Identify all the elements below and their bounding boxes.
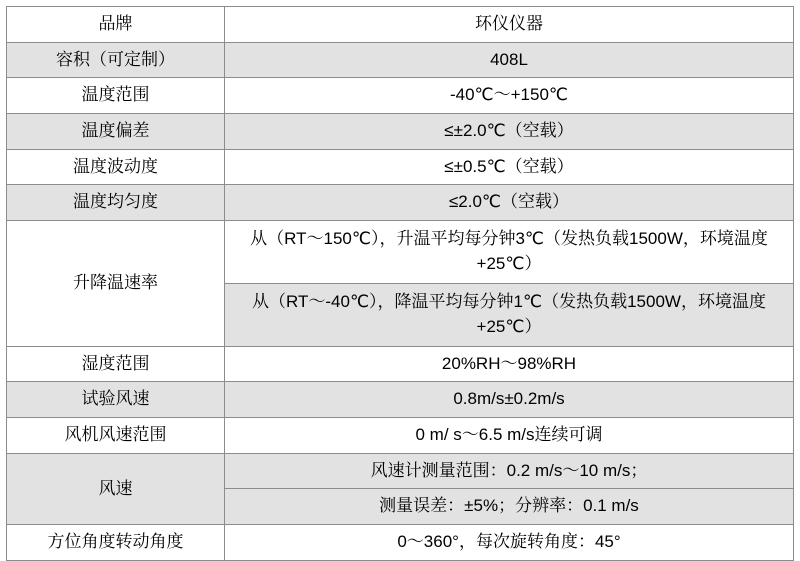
table-body (7, 7, 794, 561)
table-row (7, 418, 794, 454)
row-label: 风速 (7, 453, 225, 524)
row-value: ≤±2.0℃（空载） (225, 113, 794, 149)
row-value: -40℃～+150℃ (225, 78, 794, 114)
row-label: 湿度范围 (7, 346, 225, 382)
table-row (7, 453, 794, 489)
row-value: 0.8m/s±0.2m/s (225, 382, 794, 418)
row-value: ≤2.0℃（空载） (225, 185, 794, 221)
row-label: 风机风速范围 (7, 418, 225, 454)
row-value: 0 m/ s～6.5 m/s连续可调 (225, 418, 794, 454)
row-value: ≤±0.5℃（空载） (225, 149, 794, 185)
table-row (7, 42, 794, 78)
row-label: 升降温速率 (7, 220, 225, 346)
specification-table (6, 6, 794, 561)
table-row (7, 78, 794, 114)
table-row (7, 525, 794, 561)
row-value: 风速计测量范围：0.2 m/s～10 m/s； (225, 453, 794, 489)
row-label: 试验风速 (7, 382, 225, 418)
row-label: 温度均匀度 (7, 185, 225, 221)
row-value: 环仪仪器 (225, 7, 794, 43)
table-row (7, 346, 794, 382)
row-label: 温度波动度 (7, 149, 225, 185)
row-value: 20%RH～98%RH (225, 346, 794, 382)
row-label: 温度偏差 (7, 113, 225, 149)
row-label: 品牌 (7, 7, 225, 43)
table-row (7, 7, 794, 43)
row-label: 容积（可定制） (7, 42, 225, 78)
row-label: 温度范围 (7, 78, 225, 114)
table-row (7, 382, 794, 418)
row-value: 从（RT～150℃），升温平均每分钟3℃（发热负载1500W，环境温度+25℃） (225, 220, 794, 283)
row-value: 测量误差：±5%；分辨率：0.1 m/s (225, 489, 794, 525)
row-label: 方位角度转动角度 (7, 525, 225, 561)
row-value: 从（RT～-40℃），降温平均每分钟1℃（发热负载1500W，环境温度+25℃） (225, 283, 794, 346)
table-row (7, 113, 794, 149)
row-value: 0～360°，每次旋转角度：45° (225, 525, 794, 561)
table-row (7, 149, 794, 185)
row-value: 408L (225, 42, 794, 78)
table-row (7, 185, 794, 221)
table-row (7, 220, 794, 283)
